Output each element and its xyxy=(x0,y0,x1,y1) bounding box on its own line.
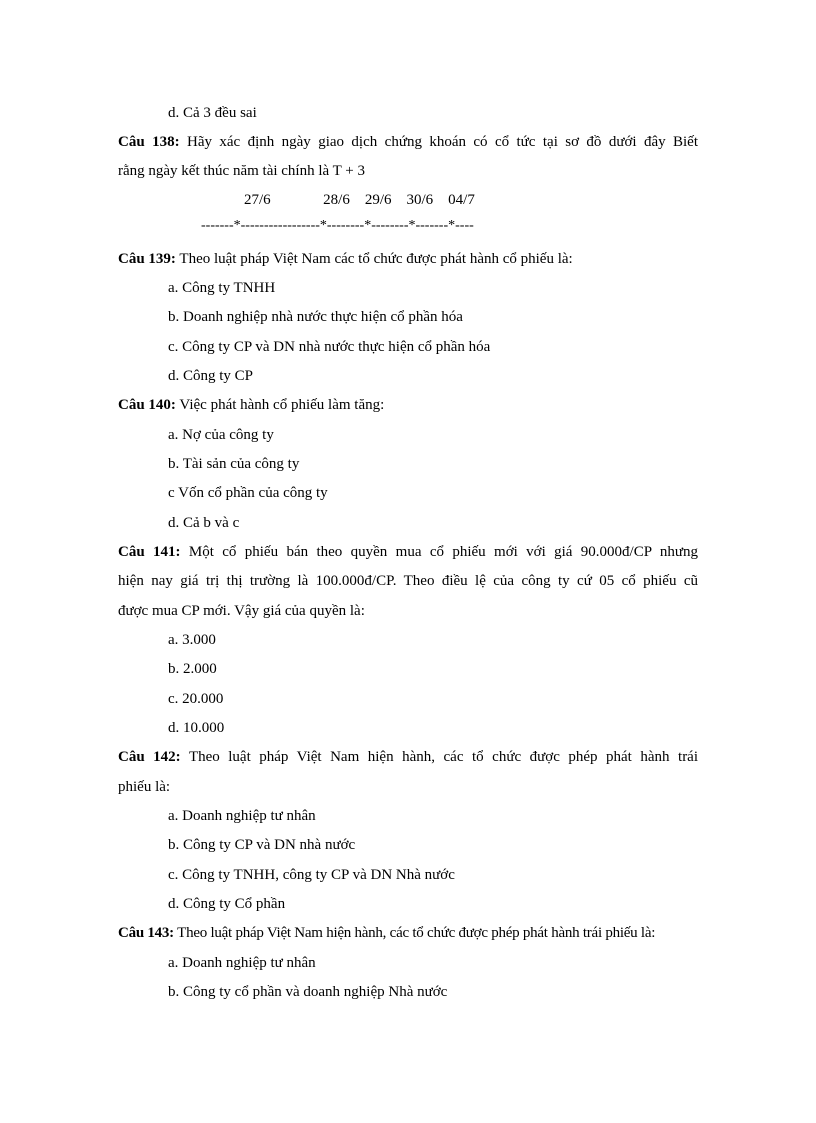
option-d-139: d. Công ty CP xyxy=(168,368,254,384)
option-c-142: c. Công ty TNHH, công ty CP và DN Nhà nước xyxy=(168,867,455,883)
question-141-text: Một cổ phiếu bán theo quyền mua cổ phiếu mới với giá 90.000đ/CP nhưng xyxy=(188,544,699,560)
question-141-number: Câu 141: xyxy=(118,544,181,560)
question-138-line-1 xyxy=(118,132,698,152)
question-140 xyxy=(118,395,698,415)
option-b-142: b. Công ty CP và DN nhà nước xyxy=(168,837,356,853)
option-d-142: d. Công ty Cổ phần xyxy=(168,896,286,912)
option-a-142: a. Doanh nghiệp tư nhân xyxy=(168,808,316,824)
option-a-140: a. Nợ của công ty xyxy=(168,427,274,443)
question-140-number: Câu 140: xyxy=(118,397,176,413)
question-143-number: Câu 143: xyxy=(118,925,174,941)
timeline-dates: 27/6 28/6 29/6 30/6 04/7 xyxy=(244,192,475,208)
question-141-line-2: hiện nay giá trị thị trường là 100.000đ/CP. Theo điều lệ của công ty cứ 05 cổ phiếu cũ xyxy=(118,573,698,589)
question-138-text: Hãy xác định ngày giao dịch chứng khoán có cổ tức tại sơ đồ dưới đây Biết xyxy=(186,134,699,150)
question-138-line-2: rằng ngày kết thúc năm tài chính là T + 3 xyxy=(118,163,366,179)
timeline-axis: -------*-----------------*--------*--------*-------*---- xyxy=(201,218,474,233)
option-d-140: d. Cả b và c xyxy=(168,515,240,531)
option-d-137: d. Cả 3 đều sai xyxy=(168,105,257,121)
question-142-text: Theo luật pháp Việt Nam hiện hành, các tổ chức được phép phát hành trái xyxy=(188,749,699,765)
question-141-line-1 xyxy=(118,542,698,562)
question-143-text: Theo luật pháp Việt Nam hiện hành, các tổ chức được phép phát hành trái phiếu là: xyxy=(177,925,656,941)
option-c-141: c. 20.000 xyxy=(168,691,224,707)
question-141-line-3: được mua CP mới. Vậy giá của quyền là: xyxy=(118,603,365,619)
option-d-141: d. 10.000 xyxy=(168,720,225,736)
question-139-text: Theo luật pháp Việt Nam các tổ chức được phát hành cổ phiếu là: xyxy=(179,251,573,267)
question-142-number: Câu 142: xyxy=(118,749,181,765)
question-138-number: Câu 138: xyxy=(118,134,180,150)
option-a-139: a. Công ty TNHH xyxy=(168,280,276,296)
option-c-140: c Vốn cổ phần của công ty xyxy=(168,485,328,501)
question-139 xyxy=(118,249,698,269)
option-a-143: a. Doanh nghiệp tư nhân xyxy=(168,955,316,971)
option-b-140: b. Tài sản của công ty xyxy=(168,456,300,472)
question-142-line-2: phiếu là: xyxy=(118,779,171,795)
question-143 xyxy=(118,923,698,943)
question-140-text: Việc phát hành cổ phiếu làm tăng: xyxy=(179,397,385,413)
option-c-139: c. Công ty CP và DN nhà nước thực hiện cổ phần hóa xyxy=(168,339,491,355)
option-b-143: b. Công ty cổ phần và doanh nghiệp Nhà nước xyxy=(168,984,448,1000)
option-b-139: b. Doanh nghiệp nhà nước thực hiện cổ phần hóa xyxy=(168,309,463,325)
option-a-141: a. 3.000 xyxy=(168,632,216,648)
question-139-number: Câu 139: xyxy=(118,251,176,267)
option-b-141: b. 2.000 xyxy=(168,661,217,677)
question-142-line-1 xyxy=(118,747,698,767)
